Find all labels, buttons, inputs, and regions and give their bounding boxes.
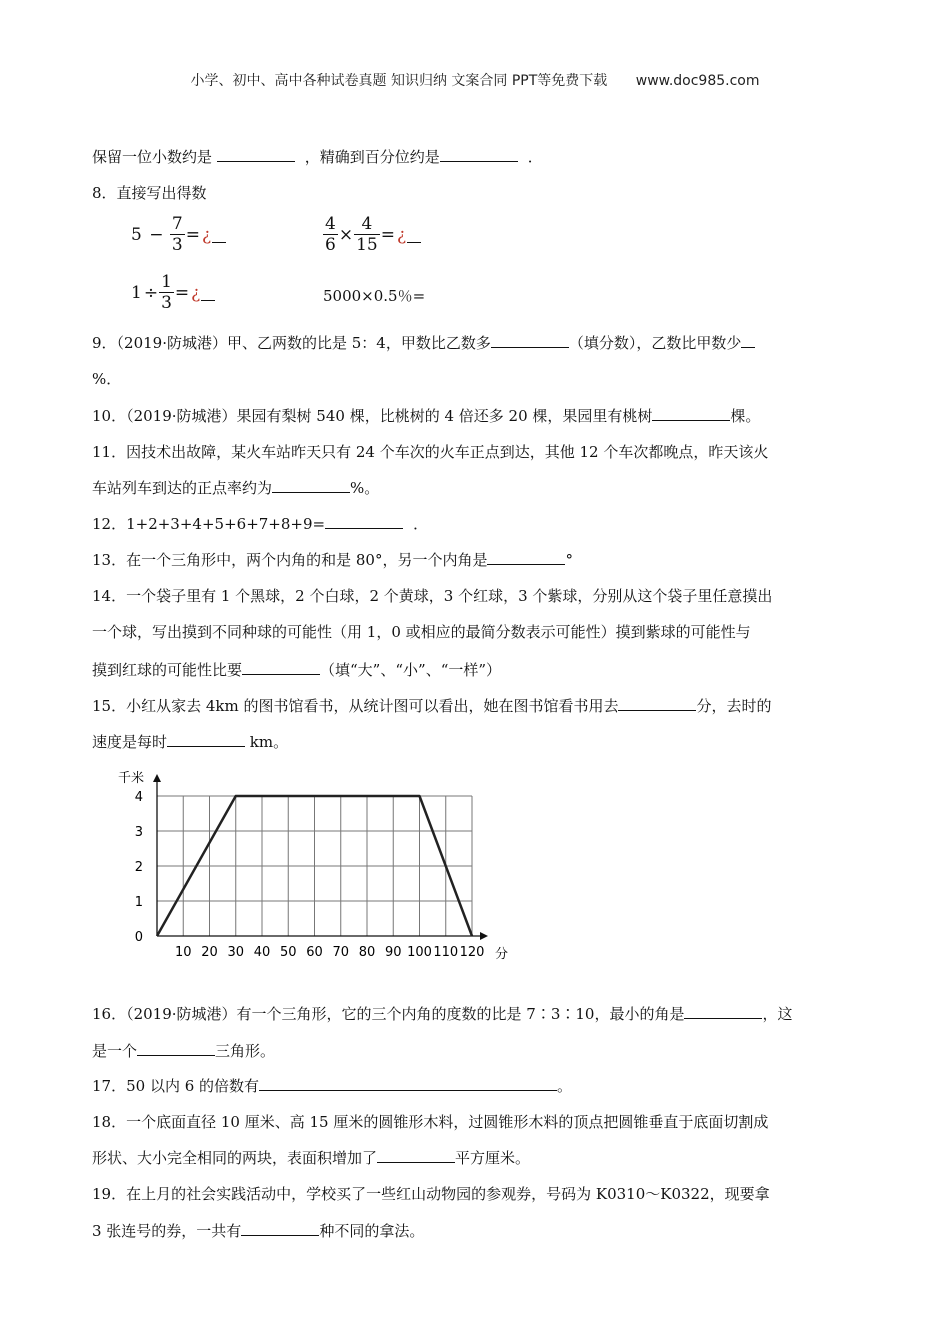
q13: 13．在一个三角形中，两个内角的和是 80°，另一个内角是 ° [92, 551, 573, 569]
answer-blank[interactable] [212, 227, 226, 243]
distance-time-chart [110, 768, 520, 968]
q16-line-2: 是一个 三角形。 [92, 1042, 276, 1060]
answer-blank[interactable] [325, 513, 403, 529]
q15-line-2: 速度是每时 km。 [92, 733, 289, 751]
answer-blank[interactable] [684, 1003, 762, 1019]
y-axis-arrow [153, 774, 161, 782]
q14-line-2: 一个球，写出摸到不同种球的可能性（用 1，0 或相应的最简分数表示可能性）摸到紫球的可能性与 [92, 623, 751, 641]
answer-blank[interactable] [487, 549, 565, 565]
fraction: $\frac{4}{15}$ [356, 214, 378, 255]
x-tick-label: 80 [358, 945, 376, 960]
answer-blank[interactable] [440, 146, 518, 162]
q15-line-1: 15．小红从家去 4km 的图书馆看书，从统计图可以看出，她在图书馆看书用去 分，去时的 [92, 697, 772, 715]
answer-blank[interactable] [491, 332, 569, 348]
q10: 10．（2019·防城港）果园有梨树 540 棵，比桃树的 4 倍还多 20 棵，果园里有桃树 棵。 [92, 407, 761, 425]
y-tick-label: 0 [134, 930, 143, 945]
x-tick-label: 30 [227, 945, 245, 960]
x-axis-label: 分 [495, 947, 509, 962]
q14-line-3: 摸到红球的可能性比要 （填“大”、“小”、“一样”） [92, 661, 502, 679]
q8-title: 8．直接写出得数 [92, 184, 207, 202]
x-tick-label: 10 [174, 945, 192, 960]
x-tick-label: 60 [306, 945, 323, 960]
x-tick-label: 50 [279, 945, 297, 960]
fraction: $\frac{7}{3}$ [171, 214, 183, 255]
q18-line-1: 18．一个底面直径 10 厘米、高 15 厘米的圆锥形木料，过圆锥形木料的顶点把圆锥垂直于底面切割成 [92, 1113, 769, 1131]
fraction: $\frac{4}{6}$ [325, 214, 336, 255]
q14-line-1: 14．一个袋子里有 1 个黑球，2 个白球，2 个黄球，3 个红球，3 个紫球，分别从这个袋子里任意摸出 [92, 587, 773, 605]
header-text: 小学、初中、高中各种试卷真题 知识归纳 文案合同 PPT等免费下载 [190, 73, 608, 89]
q8-expr-2: $\frac{4}{6}$ × $\frac{4}{15}$ = ¿ [323, 214, 421, 255]
y-tick-label: 2 [134, 860, 143, 875]
y-tick-label: 3 [134, 825, 143, 840]
answer-blank[interactable] [272, 477, 350, 493]
answer-blank[interactable] [407, 227, 421, 243]
q9-line-1: 9．（2019·防城港）甲、乙两数的比是 5：4，甲数比乙数多 （填分数），乙数比甲数少 [92, 332, 755, 353]
q7-tail: 保留一位小数约是 ，精确到百分位约是 ． [92, 148, 543, 166]
q8-expr-1: 5 − $\frac{7}{3}$ = ¿ [130, 214, 226, 255]
q8-expr-3: 1 ÷ $\frac{1}{3}$ = ¿ [130, 272, 215, 313]
answer-blank[interactable] [241, 1220, 319, 1236]
answer-blank[interactable] [618, 695, 696, 711]
y-tick-label: 4 [134, 790, 143, 805]
answer-blank[interactable] [217, 146, 295, 162]
answer-blank[interactable] [652, 405, 730, 421]
x-tick-label: 120 [459, 945, 485, 960]
answer-blank[interactable] [242, 659, 320, 675]
chart-grid [157, 796, 472, 936]
answer-blank[interactable] [377, 1147, 455, 1163]
q9-line-2: %． [92, 370, 122, 388]
page-header [0, 70, 950, 90]
q11-line-2: 车站列车到达的正点率约为 %。 [92, 479, 380, 497]
q8-expr-4: 5000×0.5％= [323, 287, 426, 305]
chart-axes [153, 774, 488, 940]
x-tick-label: 20 [201, 945, 218, 960]
q19-line-1: 19．在上月的社会实践活动中，学校买了一些红山动物园的参观券，号码为 K0310～K0322，现要拿 [92, 1185, 770, 1203]
answer-blank[interactable] [201, 285, 215, 301]
y-axis-label: 千米 [118, 771, 145, 786]
answer-blank[interactable] [741, 332, 755, 348]
q18-line-2: 形状、大小完全相同的两块，表面积增加了 平方厘米。 [92, 1149, 531, 1167]
answer-blank[interactable] [137, 1040, 215, 1056]
fraction: $\frac{1}{3}$ [161, 272, 172, 313]
x-tick-label: 110 [433, 945, 459, 960]
answer-blank[interactable] [259, 1075, 557, 1091]
answer-blank[interactable] [167, 731, 245, 747]
x-tick-label: 70 [332, 945, 350, 960]
x-tick-label: 90 [384, 945, 402, 960]
x-tick-label: 100 [407, 945, 432, 960]
chart-ticks [135, 790, 485, 960]
q11-line-1: 11．因技术出故障，某火车站昨天只有 24 个车次的火车正点到达，其他 12 个车次都晚点，昨天该火 [92, 443, 769, 461]
header-url: www.doc985.com [635, 73, 760, 89]
x-axis-arrow [480, 932, 488, 940]
y-tick-label: 1 [134, 895, 143, 910]
x-tick-label: 40 [253, 945, 271, 960]
q16-line-1: 16．（2019·防城港）有一个三角形，它的三个内角的度数的比是 7∶3∶10，最小的角是 ，这 [92, 1005, 793, 1023]
q17: 17．50 以内 6 的倍数有 。 [92, 1077, 573, 1095]
q12: 12．1+2+3+4+5+6+7+8+9= ． [92, 515, 429, 533]
q19-line-2: 3 张连号的券，一共有 种不同的拿法。 [92, 1222, 425, 1240]
